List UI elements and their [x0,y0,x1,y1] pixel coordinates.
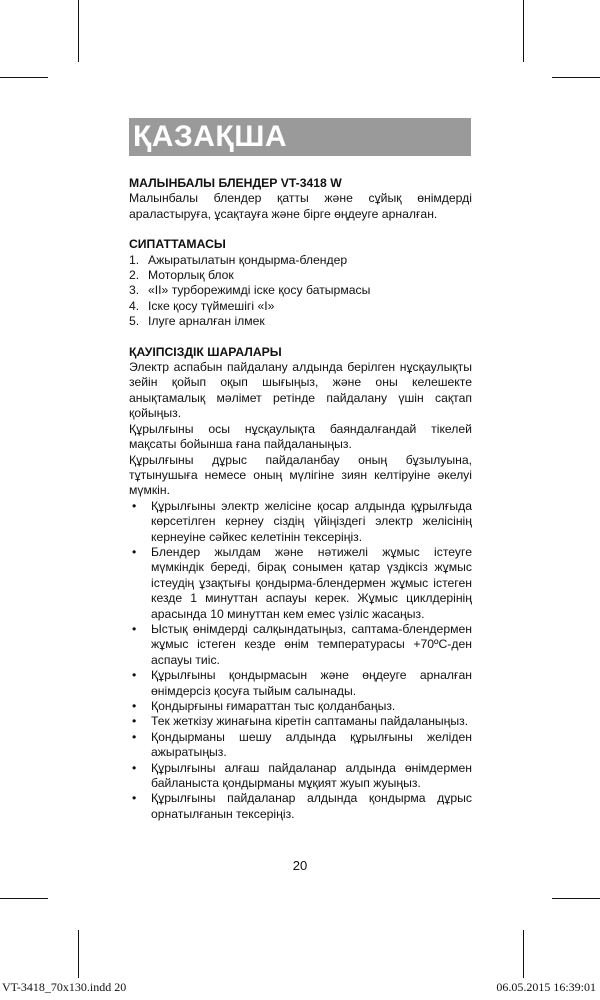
list-item [129,714,472,729]
list-item [129,668,472,699]
bullet-text: Құрылғыны электр желісіне қосар алдында құрылғыда көрсетілген кернеу сіздің үйіңіздегі электр желісінің кернеуіне сәйкес келетінін тексеріңіз. [151,498,472,544]
product-description: Малынбалы блендер қатты және сұйық өнімдерді араластыруға, ұсақтауға және бірге өңдеуге арналған. [129,191,472,221]
item-text: Ажыратылатын қондырма-блендер [148,252,348,267]
list-item [129,299,472,314]
bullet-text: Ыстық өнімдерді салқындатыңыз, саптама-блендермен жұмыс істеген кезде өнім температурасы +70ºС-ден аспауы тиіс. [151,621,472,667]
crop-mark [523,930,524,978]
specs-title: СИПАТТАМАСЫ [129,237,226,252]
item-number: 3. [129,283,140,298]
crop-mark [0,77,48,78]
bullet-icon: • [132,621,137,636]
product-title: МАЛЫНБАЛЫ БЛЕНДЕР VT-3418 W [129,176,342,190]
bullet-icon: • [132,714,137,729]
item-text: Іске қосу түймешігі «I» [148,298,275,313]
item-number: 2. [129,268,140,283]
crop-mark [552,77,600,78]
list-item [129,314,472,329]
list-item [129,791,472,822]
bullet-text: Құрылғыны пайдаланар алдында қондырма дұрыс орнатылғанын тексеріңіз. [151,791,472,821]
safety-bullets [129,499,472,823]
list-item [129,761,472,792]
page-number: 20 [292,858,308,873]
item-number: 5. [129,314,140,329]
bullet-icon: • [132,544,137,559]
item-number: 1. [129,252,140,267]
list-item [129,545,472,622]
safety-title: ҚАУІПСІЗДІК ШАРАЛАРЫ [129,344,282,359]
bullet-icon: • [132,760,137,775]
bullet-icon: • [132,668,137,683]
crop-mark [78,0,79,62]
specs-list [129,253,472,330]
list-item [129,622,472,668]
item-number: 4. [129,298,140,313]
footer-filename: VT-3418_70x130.indd 20 [2,980,127,994]
manual-content [129,176,472,822]
list-item [129,268,472,283]
crop-mark [523,0,524,62]
bullet-text: Тек жеткізу жинағына кіретін саптаманы пайдаланыңыз. [151,714,469,729]
crop-mark [552,898,600,899]
list-item [129,253,472,268]
footer-timestamp: 06.05.2015 16:39:01 [496,980,596,994]
safety-paragraph: Құрылғыны дұрыс пайдаланбау оның бұзылуына, тұтынушыға немесе оның мүлігіне зиян келтіруіне әкелуі мүмкін. [129,452,472,498]
list-item [129,730,472,761]
bullet-text: Қондырманы шешу алдында құрылғыны желіден ажыратыңыз. [151,729,472,760]
crop-mark [78,930,79,978]
bullet-icon: • [132,791,137,806]
bullet-text: Құрылғыны қондырмасын және өңдеуге арналған өнімдерсіз қосуға тыйым салынады. [151,668,472,698]
language-banner: ҚАЗАҚША [129,118,471,156]
safety-paragraph: Құрылғыны осы нұсқаулықта баяндалғандай тікелей мақсаты бойынша ғана пайдаланыңыз. [129,421,472,452]
bullet-icon: • [132,729,137,744]
safety-paragraph: Электр аспабын пайдалану алдында берілген нұсқаулықты зейін қойып оқып шығыңыз, және оны келешекте анықтамалық мәлімет ретінде пайдалану үшін сақтап қойыңыз. [129,360,472,421]
item-text: Ілуге арналған ілмек [148,314,265,329]
bullet-text: Блендер жылдам және нәтижелі жұмыс істеуге мүмкіндік береді, бірақ сонымен қатар үздіксіз жұмыс істеудің ұзақтығы қондырма-блендермен жұмыс істеген кезде 1 минуттан аспауы керек. Жұмыс циклдерінің арасында 10 минуттан кем емес үзіліс жасаңыз. [151,544,472,621]
bullet-text: Құрылғыны алғаш пайдаланар алдында өнімдермен байланыста қондырманы мұқият жуып жуыңыз. [151,760,472,791]
bullet-text: Қондырғыны ғимараттан тыс қолданбаңыз. [151,699,396,713]
bullet-icon: • [132,498,137,513]
bullet-icon: • [132,699,137,713]
list-item [129,283,472,298]
item-text: «II» турборежимді іске қосу батырмасы [148,283,371,298]
list-item [129,699,472,714]
item-text: Моторлық блок [148,268,234,283]
crop-mark [0,898,48,899]
list-item [129,499,472,545]
